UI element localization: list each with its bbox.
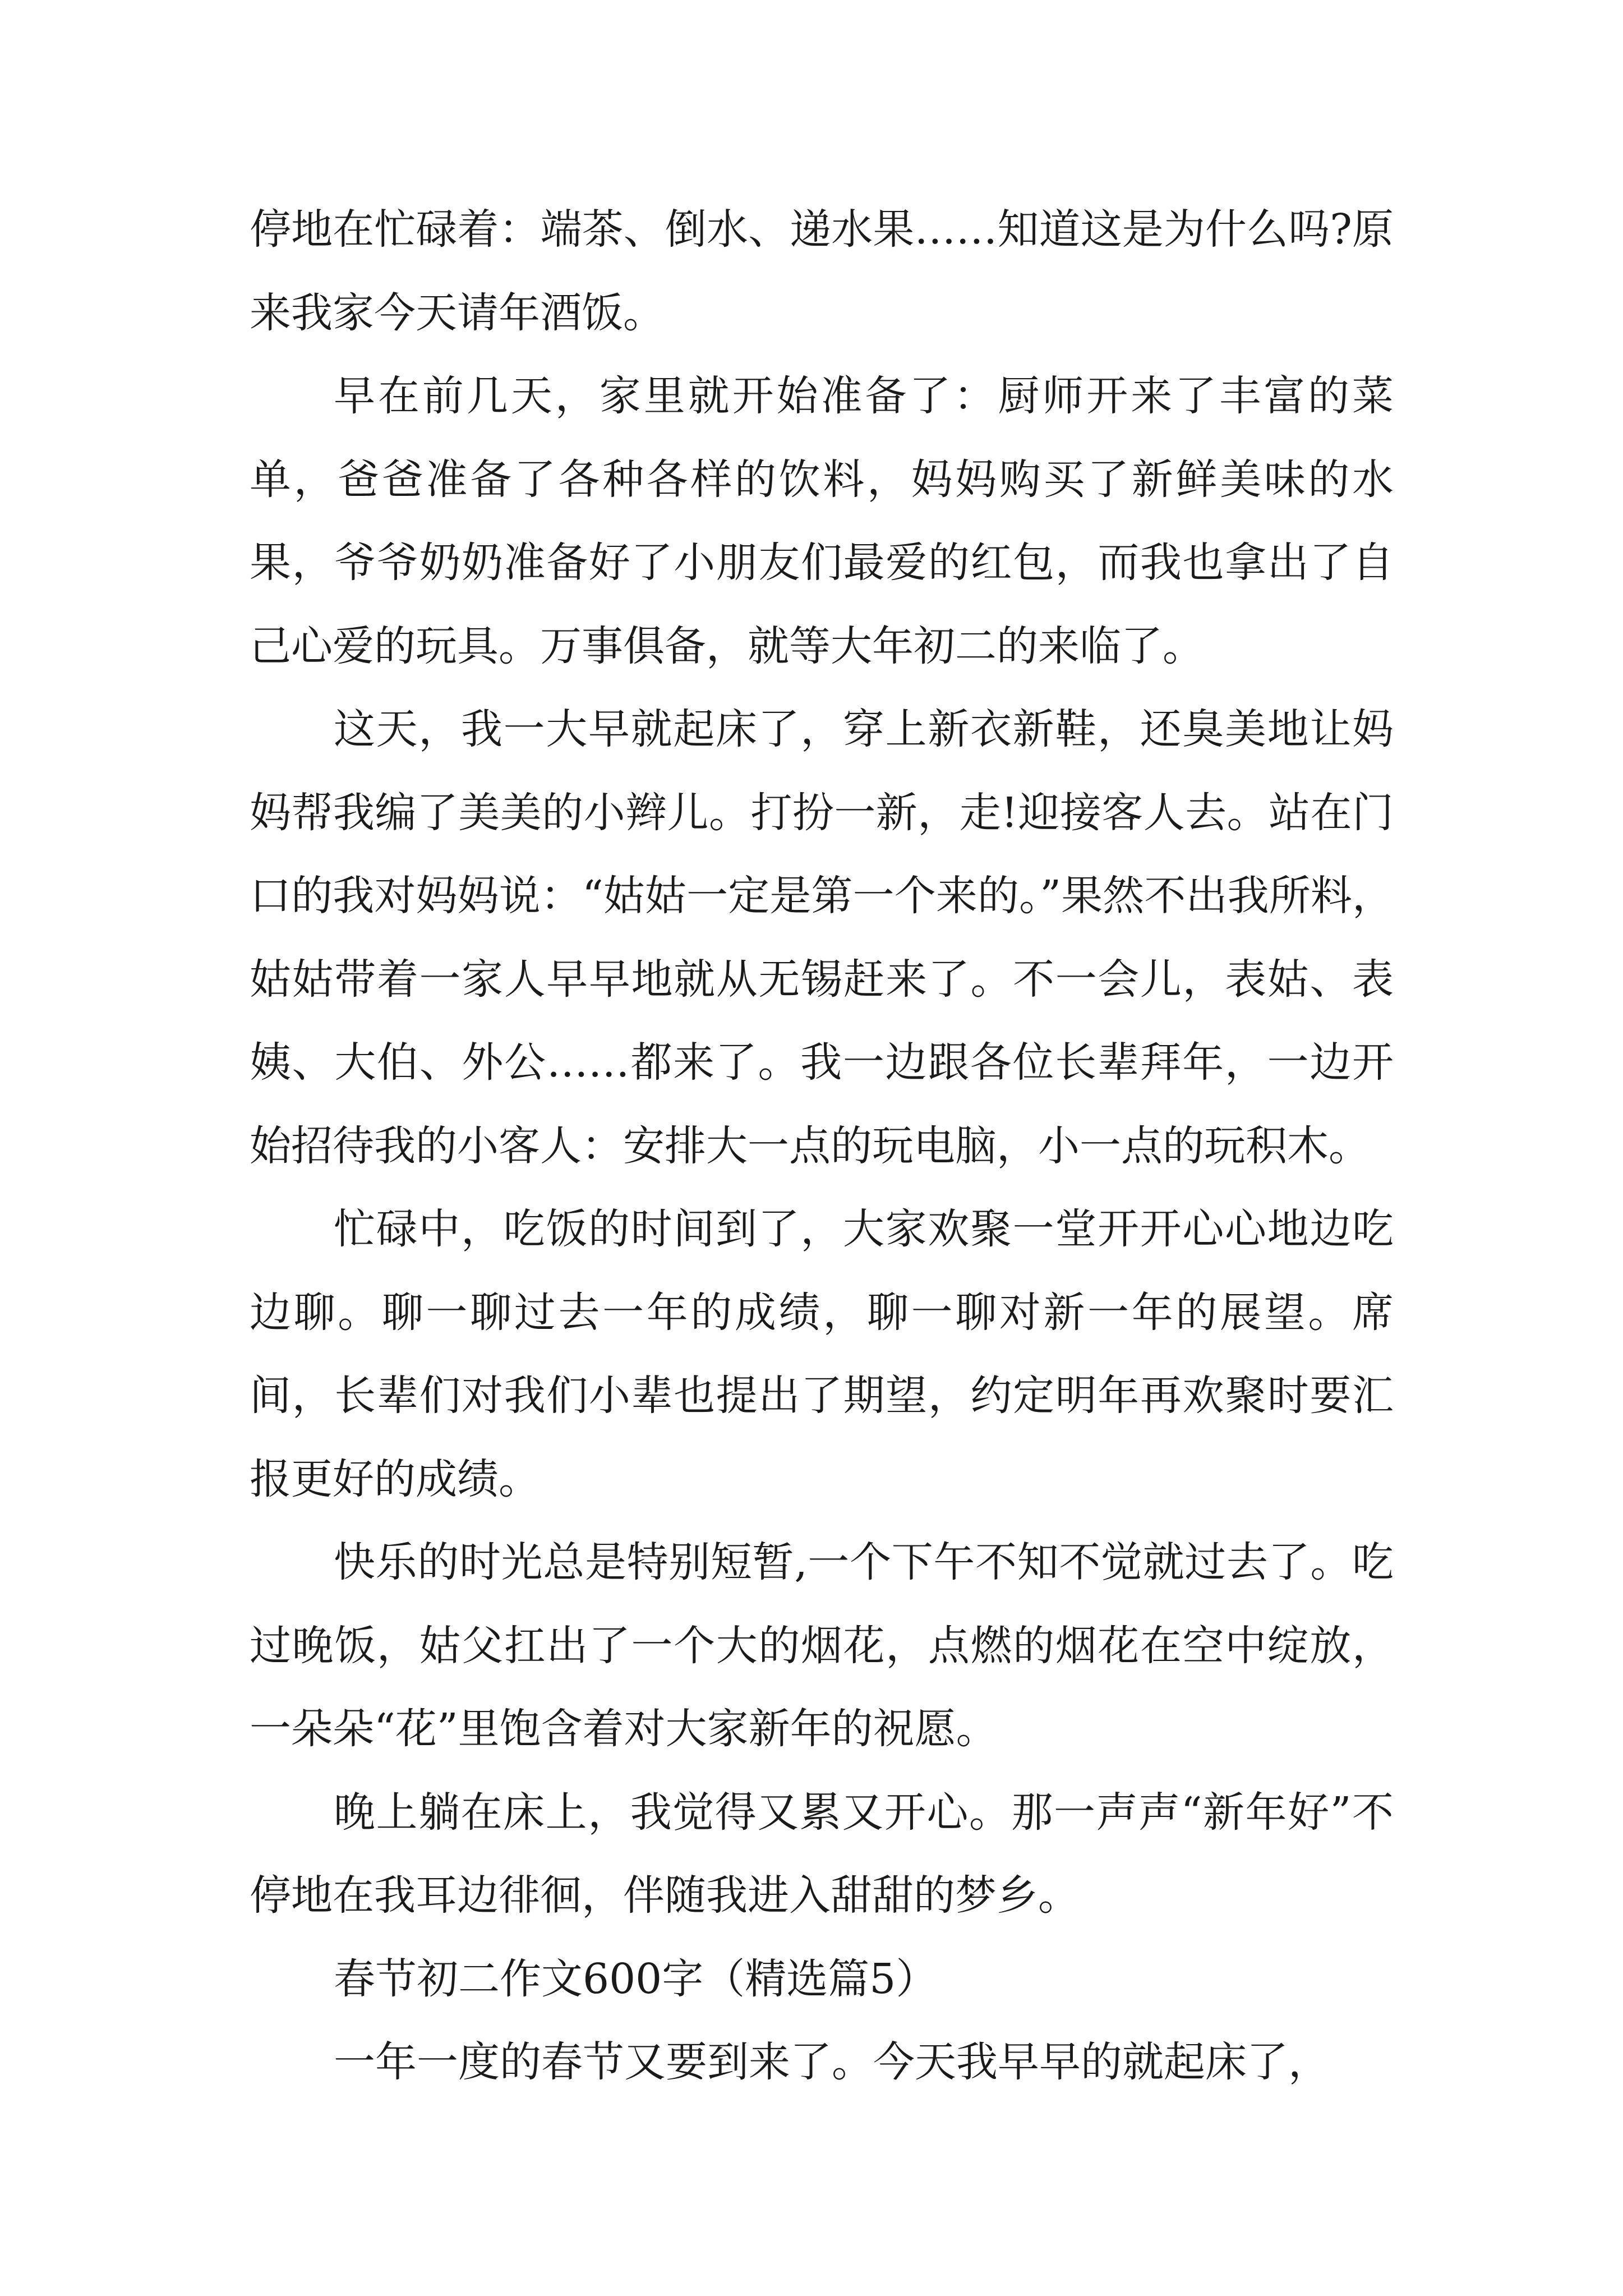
paragraph-guests-arrive: 这天，我一大早就起床了，穿上新衣新鞋，还臭美地让妈妈帮我编了美美的小辫儿。打扮一新，走!迎接客人去。站在门口的我对妈妈说：“姑姑一定是第一个来的。”果然不出我所料，姑姑带着一家人早早地就从无锡赶来了。不一会儿，表姑、表姨、大伯、外公……都来了。我一边跟各位长辈拜年，一边开始招待我的小客人：安排大一点的玩电脑，小一点的玩积木。 [250, 705, 1394, 1170]
essay-heading: 春节初二作文600字（精选篇5） [334, 1954, 938, 2003]
paragraph-night: 晚上躺在床上，我觉得又累又开心。那一声声“新年好”不停地在我耳边徘徊，伴随我进入甜甜的梦乡。 [250, 1788, 1394, 1920]
paragraph-fireworks: 快乐的时光总是特别短暂,一个下午不知不觉就过去了。吃过晚饭，姑父扛出了一个大的烟花，点燃的烟花在空中绽放，一朵朵“花”里饱含着对大家新年的祝愿。 [250, 1538, 1394, 1753]
paragraph-preparation: 早在前几天，家里就开始准备了：厨师开来了丰富的菜单，爸爸准备了各种各样的饮料，妈妈购买了新鲜美味的水果，爷爷奶奶准备好了小朋友们最爱的红包，而我也拿出了自己心爱的玩具。万事俱备，就等大年初二的来临了。 [250, 372, 1394, 670]
paragraph-continuation: 停地在忙碌着：端茶、倒水、递水果……知道这是为什么吗?原来我家今天请年酒饭。 [250, 205, 1394, 337]
document-body [250, 188, 1394, 2104]
paragraph-new-essay-start: 一年一度的春节又要到来了。今天我早早的就起床了， [334, 2038, 1330, 2086]
paragraph-dinner: 忙碌中，吃饭的时间到了，大家欢聚一堂开开心心地边吃边聊。聊一聊过去一年的成绩，聊一聊对新一年的展望。席间，长辈们对我们小辈也提出了期望，约定明年再欢聚时要汇报更好的成绩。 [250, 1205, 1394, 1503]
